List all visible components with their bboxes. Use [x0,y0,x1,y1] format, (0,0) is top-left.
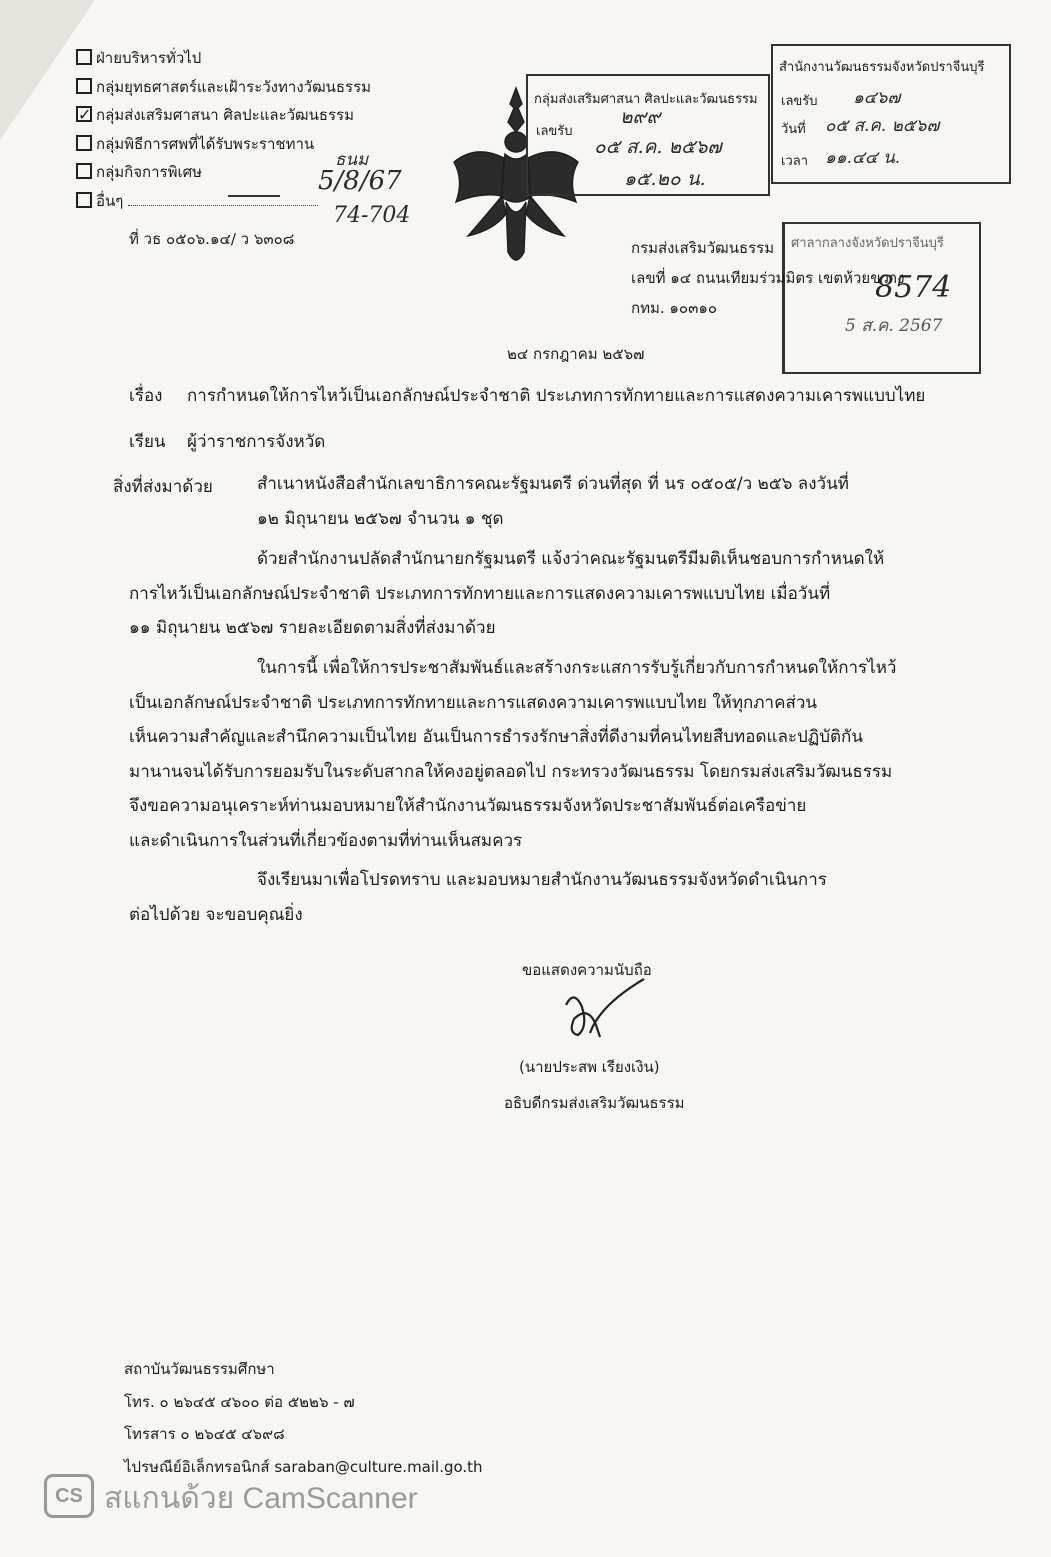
footer-fax: โทรสาร ๐ ๒๖๔๕ ๔๖๙๘ [124,1425,285,1443]
signer-title: อธิบดีกรมส่งเสริมวัฒนธรรม [504,1094,685,1112]
closing-text: ขอแสดงความนับถือ [522,961,652,979]
subject-text: การกำหนดให้การไหว้เป็นเอกลักษณ์ประจำชาติ ประเภทการทักทายและการแสดงความเคารพแบบไทย [187,386,926,406]
receiving-stamp-group: กลุ่มส่งเสริมศาสนา ศิลปะและวัฒนธรรม เลขรับ ๒๙๙ ๐๕ ส.ค. ๒๕๖๗ ๑๕.๒๐ น. [526,74,770,196]
checkbox-icon[interactable] [76,192,92,208]
checklist-item[interactable]: กลุ่มพิธีการศพที่ได้รับพระราชทาน [76,130,371,159]
enclosure-text: สำเนาหนังสือสำนักเลขาธิการคณะรัฐมนตรี ด่วนที่สุด ที่ นร ๐๕๐๕/ว ๒๕๖ ลงวันที่ ๑๒ มิถุนายน ๒๕๖๗ จำนวน ๑ ชุด [257,474,849,529]
checklist-item[interactable]: กลุ่มกิจการพิเศษ [76,158,371,187]
receiving-stamp-province: ศาลากลางจังหวัดปราจีนบุรี 8574 5 ส.ค. 2567 [782,222,981,374]
letter-date: ๒๔ กรกฎาคม ๒๕๖๗ [507,345,645,363]
body-paragraph-1: ด้วยสำนักงานปลัดสำนักนายกรัฐมนตรี แจ้งว่าคณะรัฐมนตรีมีมติเห็นชอบการกำหนดให้ การไหว้เป็นเอกลักษณ์ประจำชาติ ประเภทการทักทายและการแสดงความเคารพแบบไทย เมื่อวันที่ ๑๑ มิถุนายน ๒๕๖๗ รายละเอียดตามสิ่งที่ส่งมาด้วย [129,549,885,638]
checklist-item[interactable]: กลุ่มยุทธศาสตร์และเฝ้าระวังทางวัฒนธรรม [76,73,371,102]
other-field-line [128,205,318,206]
checkbox-icon[interactable] [76,135,92,151]
body-paragraph-3: จึงเรียนมาเพื่อโปรดทราบ และมอบหมายสำนักงานวัฒนธรรมจังหวัดดำเนินการ ต่อไปด้วย จะขอบคุณยิ่ง [129,870,827,925]
checkbox-icon[interactable] [76,49,92,65]
checklist-item[interactable]: อื่นๆ [76,187,371,216]
signer-name: (นายประสพ เรียงเงิน) [519,1058,660,1076]
body-paragraph-2: ในการนี้ เพื่อให้การประชาสัมพันธ์และสร้างกระแสการรับรู้เกี่ยวกับการกำหนดให้การไหว้ เป็นเอกลักษณ์ประจำชาติ ประเภทการทักทายและการแสดงความเคารพแบบไทย ให้ทุกภาคส่วน เห็นความสำคัญและสำนึกความเป็นไทย อันเป็นการธำรงรักษาสิ่งที่ดีงามที่คนไทยสืบทอดและปฏิบัติกัน มานานจนได้รับการยอมรับในระดับสากลให้คงอยู่ตลอดไป กระทรวงวัฒนธรรม โดยกรมส่งเสริมวัฒนธรรม จึงขอความอนุเคราะห์ท่านมอบหมายให้สำนักงานวัฒนธรรมจังหวัดประชาสัมพันธ์ต่อเครือข่าย และดำเนินการในส่วนที่เกี่ยวข้องตามที่ท่านเห็นสมควร [129,658,897,851]
checklist-item[interactable]: ✓กลุ่มส่งเสริมศาสนา ศิลปะและวัฒนธรรม [76,101,371,130]
handwritten-dash [228,195,280,197]
checkbox-icon[interactable] [76,163,92,179]
recipient-text: ผู้ว่าราชการจังหวัด [187,432,326,452]
checklist-item[interactable]: ฝ่ายบริหารทั่วไป [76,44,371,73]
footer-email: ไปรษณีย์อิเล็กทรอนิกส์ saraban@culture.mail.go.th [124,1457,483,1476]
footer-phone: โทร. ๐ ๒๖๔๕ ๔๖๐๐ ต่อ ๕๒๒๖ - ๗ [124,1392,355,1411]
handwritten-ref: 74-704 [333,203,411,228]
checkbox-icon[interactable] [76,78,92,94]
checkbox-checked-icon[interactable] [76,106,92,122]
handwritten-date: 5/8/67 [318,166,402,196]
recipient-label: เรียน [129,432,166,452]
handwritten-initials: ธนม [335,150,369,170]
camscanner-watermark-text: สแกนด้วย CamScanner [104,1482,418,1515]
sender-address: กรมส่งเสริมวัฒนธรรม เลขที่ ๑๔ ถนนเทียมร่วมมิตร เขตห้วยขวาง กทม. ๑๐๓๑๐ [631,239,905,317]
footer-unit: สถาบันวัฒนธรรมศึกษา [124,1360,275,1378]
receiving-stamp-office: สำนักงานวัฒนธรรมจังหวัดปราจีนบุรี เลขรับ ๑๔๖๗ วันที่ ๐๕ ส.ค. ๒๕๖๗ เวลา ๑๑.๔๔ น. [771,44,1011,184]
document-reference: ที่ วธ ๐๕๐๖.๑๔/ ว ๖๓๐๘ [129,230,295,248]
camscanner-logo-icon: CS [44,1474,94,1518]
enclosure-label: สิ่งที่ส่งมาด้วย [113,477,213,497]
footer-contact [124,1353,483,1483]
signature-icon [560,975,652,1047]
subject-label: เรื่อง [129,386,163,406]
